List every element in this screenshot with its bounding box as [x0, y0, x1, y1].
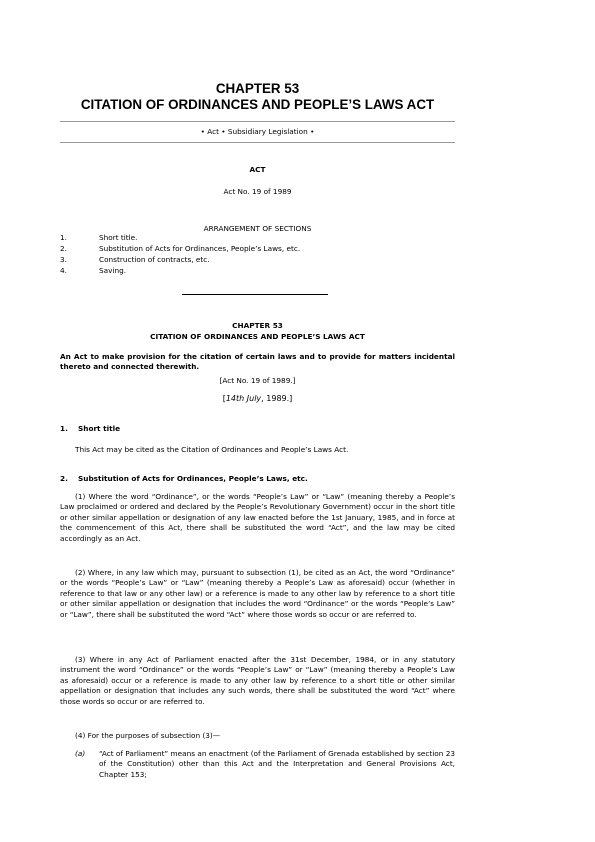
toc-number: 3. [60, 255, 67, 264]
section-nav[interactable]: • Act • Subsidiary Legislation • [200, 127, 315, 136]
long-title [60, 352, 455, 373]
top-divider [60, 121, 455, 122]
toc-label: Substitution of Acts for Ordinances, People’s Laws, etc. [99, 244, 301, 253]
body-act-title: CITATION OF ORDINANCES AND PEOPLE’S LAWS ACT [150, 332, 365, 341]
subsection-3: (3) Where in any Act of Parliament enacted after the 31st December, 1984, or in any statutory instrument the word “Ordinance” or the words “People’s Law” or “Law” (meaning thereby a People’s Law as aforesaid) occur or a reference is made to any other law by reference to a short title or other similar appellation or designation that includes any such words, there shall be substituted the word “Act” where those words so occur or are referred to. [60, 655, 455, 706]
subsection-4: (4) For the purposes of subsection (3)— [75, 731, 221, 740]
paragraph-text: “Act of Parliament” means an enactment (of the Parliament of Grenada established by section 23 of the Constitution) other than this Act and the Interpretation and General Provisions Act, Chapter 153; [99, 749, 455, 779]
toc-number: 1. [60, 233, 67, 242]
section-title: Substitution of Acts for Ordinances, People’s Laws, etc. [78, 474, 308, 483]
toc-number: 2. [60, 244, 67, 253]
commencement-day: 14th July [225, 394, 262, 403]
arrangement-heading: ARRANGEMENT OF SECTIONS [203, 224, 312, 233]
section-number: 2. [60, 474, 68, 483]
section-title: Short title [78, 424, 121, 433]
subsection-2: (2) Where, in any law which may, pursuant to subsection (1), be cited as an Act, the word “Ordinance” or the words “People’s Law” or “Law” (meaning thereby a People’s Law as aforesaid) occur (whether in reference to that law or any other law) or a reference is made to any other law by reference to a short title or other similar appellation or designation that includes the word “Ordinance” or the words “People’s Law” or “Law”, there shall be substituted the word “Act” where those words so occur or are referred to. [60, 568, 455, 619]
act-number: Act No. 19 of 1989 [223, 187, 292, 196]
section-1-text: This Act may be cited as the Citation of Ordinances and People’s Laws Act. [75, 445, 349, 454]
act-heading: ACT [249, 165, 266, 174]
paragraph-label: (a) [75, 749, 86, 758]
commencement-open: [ [222, 394, 226, 403]
subsection-1: (1) Where the word “Ordinance”, or the words “People’s Law” or “Law” (meaning thereby a People’s Law proclaimed or ordered and declared by the People’s Revolutionary Government) occur in the short title or other similar appellation or designation of any law enacted before the 1st January, 1985, and in force at the commencement of this Act, there shall be substituted the word “Act”, and the law may be cited accordingly as an Act. [60, 492, 455, 543]
act-title: CITATION OF ORDINANCES AND PEOPLE’S LAWS ACT [80, 97, 435, 112]
toc-number: 4. [60, 266, 67, 275]
toc-label: Saving. [99, 266, 127, 275]
act-reference: [Act No. 19 of 1989.] [219, 376, 296, 385]
long-title-text: An Act to make provision for the citation of certain laws and to provide for matters incidental thereto and connected therewith. [60, 352, 455, 372]
toc-label: Short title. [99, 233, 138, 242]
commencement-date [60, 394, 455, 404]
chapter-heading: CHAPTER 53 [215, 81, 300, 96]
separator-rule [182, 294, 328, 295]
body-chapter-heading: CHAPTER 53 [232, 321, 283, 330]
nav-divider [60, 142, 455, 143]
commencement-close: , 1989.] [261, 394, 293, 403]
section-number: 1. [60, 424, 68, 433]
toc-label: Construction of contracts, etc. [99, 255, 210, 264]
